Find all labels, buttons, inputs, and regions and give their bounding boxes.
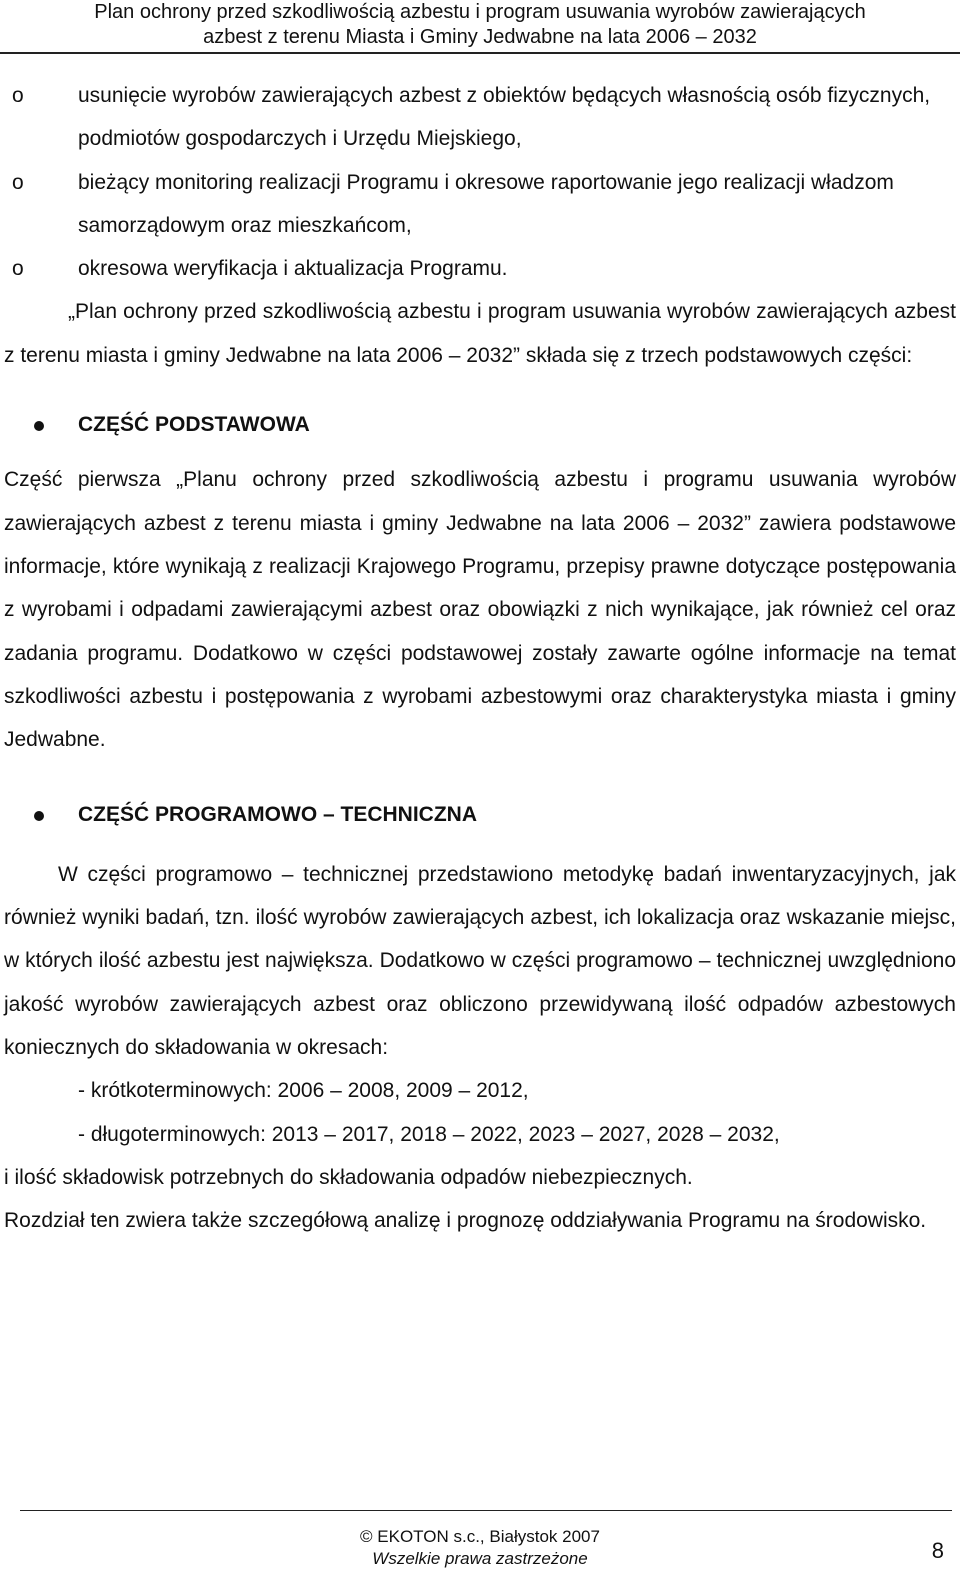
closing-text: Rozdział ten zwiera także szczegółową analizę i prognozę oddziaływania Programu na środowisko.	[4, 1209, 927, 1233]
list-item-text: usunięcie wyrobów zawierających azbest z obiektów będących własnością osób fizycznych, podmiotów gospodarczych i Urzędu Miejskiego,	[78, 84, 931, 151]
footer-divider	[20, 1510, 952, 1511]
bullet-icon	[34, 811, 44, 821]
list-marker: o	[12, 170, 24, 194]
section-basic-text: Część pierwsza „Planu ochrony przed szkodliwością azbestu i programu usuwania wyrobów zawierających azbest z terenu miasta i gminy Jedwabne na lata 2006 – 2032” zawiera podstawowe informacje, które wynikają z realizacji Krajowego Programu, przepisy prawne dotyczące postępowania z wyrobami i odpadami zawierającymi azbest oraz obowiązki z nich wynikające, jak również cel oraz zadania programu. Dodatkowo w części podstawowej zostały zawarte ogólne informacje na temat szkodliwości azbestu i postępowania z wyrobami azbestowymi oraz charakterystyka miasta i gminy Jedwabne.	[4, 468, 956, 752]
bullet-icon	[34, 421, 44, 431]
header-title-line2: azbest z terenu Miasta i Gminy Jedwabne na lata 2006 – 2032	[203, 26, 757, 48]
footer-copyright-block	[0, 1526, 960, 1570]
footer-rights: Wszelkie prawa zastrzeżone	[372, 1549, 588, 1568]
footer-copyright: © EKOTON s.c., Białystok 2007	[360, 1527, 600, 1546]
page-header	[0, 0, 960, 54]
section-heading-text: CZĘŚĆ PROGRAMOWO – TECHNICZNA	[78, 803, 477, 827]
list-item-text: bieżący monitoring realizacji Programu i okresowe raportowanie jego realizacji władzom samorządowym oraz mieszkańcom,	[78, 170, 894, 237]
list-marker: o	[12, 257, 24, 281]
list-item	[4, 161, 956, 248]
intro-paragraph: „Plan ochrony przed szkodliwością azbestu i program usuwania wyrobów zawierających azbest z terenu miasta i gminy Jedwabne na lata 2006 – 2032” składa się z trzech podstawowych części:	[4, 300, 956, 367]
section-heading-basic	[4, 403, 956, 446]
list-marker: o	[12, 84, 24, 107]
section-heading-text: CZĘŚĆ PODSTAWOWA	[78, 413, 310, 437]
list-item	[4, 74, 956, 161]
section-heading-technical	[4, 793, 956, 836]
page-number: 8	[931, 1538, 944, 1563]
task-list	[4, 74, 956, 290]
section-technical-text: W części programowo – technicznej przedstawiono metodykę badań inwentaryzacyjnych, jak również wyniki badań, tzn. ilość wyrobów zawierających azbest, ich lokalizacja oraz wskazanie miejsc, w których ilość azbestu jest największa. Dodatkowo w części programowo – technicznej uwzględniono jakość wyrobów zawierających azbest oraz obliczono przewidywaną ilość odpadów azbestowych koniecznych do składowania w okresach:	[4, 862, 956, 1059]
list-item	[4, 247, 956, 290]
period-short: - krótkoterminowych: 2006 – 2008, 2009 – 2012,	[78, 1079, 529, 1103]
period-long: - długoterminowych: 2013 – 2017, 2018 – 2022, 2023 – 2027, 2028 – 2032,	[78, 1122, 780, 1146]
document-body	[4, 74, 956, 1242]
list-item-text: okresowa weryfikacja i aktualizacja Programu.	[78, 257, 508, 281]
header-title-line1: Plan ochrony przed szkodliwością azbestu i program usuwania wyrobów zawierających	[94, 1, 866, 23]
landfills-text: i ilość składowisk potrzebnych do składowania odpadów niebezpiecznych.	[4, 1165, 693, 1189]
page-footer	[0, 1510, 960, 1596]
